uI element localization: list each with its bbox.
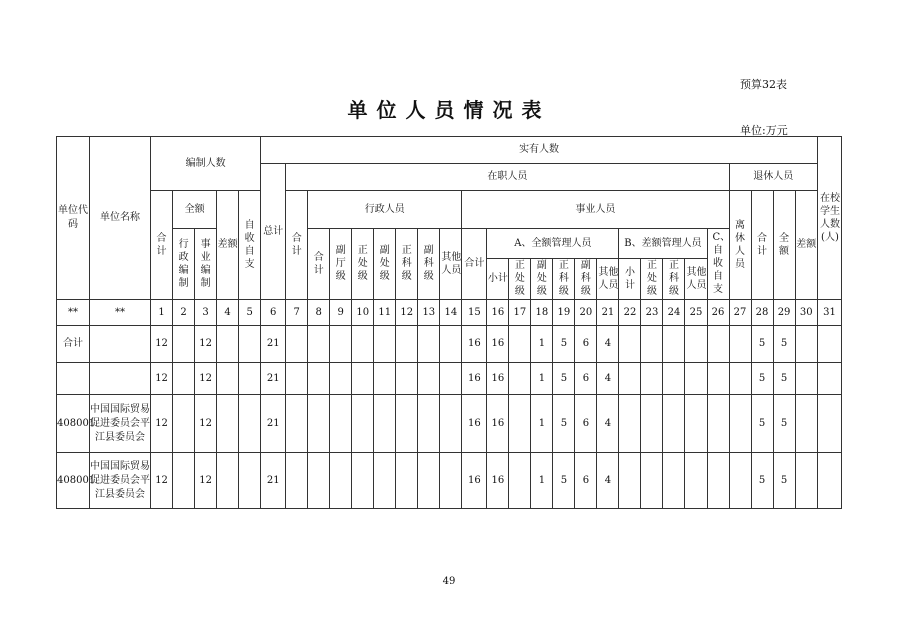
value-cell: [374, 395, 396, 453]
value-cell: 12: [195, 453, 217, 509]
value-cell: [374, 326, 396, 363]
header-in-service-subtotal: 合计: [286, 191, 308, 300]
value-cell: [619, 363, 641, 395]
value-cell: 12: [195, 326, 217, 363]
value-cell: [663, 395, 685, 453]
value-cell: 21: [261, 363, 286, 395]
form-number: 预算32表: [740, 78, 787, 91]
header-a-director: 正处级: [509, 259, 531, 300]
value-cell: [619, 453, 641, 509]
value-cell: [817, 363, 841, 395]
value-cell: [330, 453, 352, 509]
value-cell: 21: [261, 326, 286, 363]
value-cell: [619, 326, 641, 363]
value-cell: [729, 326, 751, 363]
value-cell: [418, 326, 440, 363]
value-cell: 5: [751, 453, 773, 509]
personnel-table: [56, 136, 842, 509]
value-cell: [619, 395, 641, 453]
value-cell: [817, 326, 841, 363]
unit-code-cell: 408001: [57, 395, 90, 453]
index-cell: 7: [286, 300, 308, 326]
header-b-diff-mgmt: B、差额管理人员: [619, 229, 707, 259]
value-cell: 6: [575, 326, 597, 363]
value-cell: 16: [462, 363, 487, 395]
value-cell: [217, 326, 239, 363]
value-cell: 5: [553, 326, 575, 363]
page-number: 49: [442, 576, 456, 587]
value-cell: [685, 453, 707, 509]
value-cell: 16: [487, 453, 509, 509]
value-cell: [440, 453, 462, 509]
value-cell: [707, 326, 729, 363]
header-a-full-mgmt: A、全额管理人员: [487, 229, 619, 259]
header-admin-personnel: 行政人员: [308, 191, 462, 229]
value-cell: [217, 395, 239, 453]
unit-code-cell: 合计: [57, 326, 90, 363]
index-cell: 31: [817, 300, 841, 326]
value-cell: 12: [151, 395, 173, 453]
index-cell: 30: [795, 300, 817, 326]
value-cell: 16: [462, 395, 487, 453]
header-admin-staffing: 行政编制: [173, 229, 195, 300]
value-cell: [795, 453, 817, 509]
header-diff-amount: 差额: [217, 191, 239, 300]
value-cell: 21: [261, 395, 286, 453]
value-cell: [795, 395, 817, 453]
index-cell: 25: [685, 300, 707, 326]
header-retired-subtotal: 合计: [751, 191, 773, 300]
header-b-director: 正处级: [641, 259, 663, 300]
value-cell: [374, 453, 396, 509]
value-cell: [396, 363, 418, 395]
value-cell: [308, 453, 330, 509]
value-cell: [308, 363, 330, 395]
unit-name-cell: [90, 326, 151, 363]
index-cell: 13: [418, 300, 440, 326]
value-cell: 4: [597, 395, 619, 453]
value-cell: [308, 326, 330, 363]
value-cell: [239, 326, 261, 363]
header-grand-total: 总计: [261, 164, 286, 300]
index-cell: 21: [597, 300, 619, 326]
value-cell: [418, 395, 440, 453]
value-cell: 5: [773, 395, 795, 453]
value-cell: [707, 453, 729, 509]
value-cell: 16: [487, 363, 509, 395]
value-cell: [352, 453, 374, 509]
header-section-chief: 正科级: [396, 229, 418, 300]
value-cell: [173, 453, 195, 509]
header-deputy-director: 副处级: [374, 229, 396, 300]
value-cell: 5: [773, 363, 795, 395]
index-cell: 12: [396, 300, 418, 326]
value-cell: [729, 395, 751, 453]
value-cell: [217, 363, 239, 395]
value-cell: [685, 395, 707, 453]
value-cell: [509, 363, 531, 395]
index-cell: 16: [487, 300, 509, 326]
value-cell: [729, 363, 751, 395]
value-cell: [707, 395, 729, 453]
value-cell: [239, 395, 261, 453]
value-cell: 1: [531, 453, 553, 509]
index-cell: 14: [440, 300, 462, 326]
index-cell: 26: [707, 300, 729, 326]
unit-code-cell: 408001: [57, 453, 90, 509]
value-cell: [173, 363, 195, 395]
table-row: [57, 363, 842, 395]
value-cell: 12: [151, 453, 173, 509]
header-retired: 退休人员: [729, 164, 817, 191]
value-cell: [641, 363, 663, 395]
value-cell: 12: [151, 363, 173, 395]
unit-code-cell: [57, 363, 90, 395]
index-cell: 29: [773, 300, 795, 326]
value-cell: 5: [773, 326, 795, 363]
index-cell: 10: [352, 300, 374, 326]
header-a-deputy-section: 副科级: [575, 259, 597, 300]
value-cell: [239, 453, 261, 509]
value-cell: [396, 395, 418, 453]
unit-name-cell: 中国国际贸易促进委员会平江县委员会: [90, 453, 151, 509]
index-cell: 17: [509, 300, 531, 326]
header-in-service: 在职人员: [286, 164, 729, 191]
page-title: 单位人员情况表: [347, 98, 551, 122]
header-career-staffing: 事业编制: [195, 229, 217, 300]
header-career-subtotal: 合计: [462, 229, 487, 300]
header-a-other: 其他人员: [597, 259, 619, 300]
value-cell: [440, 326, 462, 363]
index-cell: 27: [729, 300, 751, 326]
header-director: 正处级: [352, 229, 374, 300]
header-deputy-section: 副科级: [418, 229, 440, 300]
index-cell: 3: [195, 300, 217, 326]
index-cell: 11: [374, 300, 396, 326]
value-cell: [509, 453, 531, 509]
header-admin-other: 其他人员: [440, 229, 462, 300]
value-cell: [396, 326, 418, 363]
header-a-section-chief: 正科级: [553, 259, 575, 300]
value-cell: [817, 453, 841, 509]
value-cell: 16: [462, 326, 487, 363]
value-cell: [685, 326, 707, 363]
value-cell: [374, 363, 396, 395]
index-cell: 15: [462, 300, 487, 326]
value-cell: 4: [597, 363, 619, 395]
value-cell: [286, 453, 308, 509]
value-cell: 5: [773, 453, 795, 509]
header-retired-full: 全额: [773, 191, 795, 300]
value-cell: [286, 395, 308, 453]
header-b-other: 其他人员: [685, 259, 707, 300]
value-cell: 1: [531, 326, 553, 363]
value-cell: 5: [553, 395, 575, 453]
value-cell: [663, 326, 685, 363]
value-cell: 16: [462, 453, 487, 509]
value-cell: [418, 363, 440, 395]
index-cell: 18: [531, 300, 553, 326]
header-unit-code: 单位代码: [57, 137, 90, 300]
value-cell: 5: [553, 363, 575, 395]
index-cell: 2: [173, 300, 195, 326]
header-b-small-total: 小计: [619, 259, 641, 300]
value-cell: [396, 453, 418, 509]
value-cell: 12: [195, 395, 217, 453]
value-cell: [286, 326, 308, 363]
index-cell: 28: [751, 300, 773, 326]
unit-name-cell: 中国国际贸易促进委员会平江县委员会: [90, 395, 151, 453]
index-cell: 20: [575, 300, 597, 326]
value-cell: [418, 453, 440, 509]
value-cell: 5: [751, 363, 773, 395]
value-cell: [440, 363, 462, 395]
value-cell: 12: [195, 363, 217, 395]
value-cell: [308, 395, 330, 453]
index-cell: 5: [239, 300, 261, 326]
value-cell: 4: [597, 326, 619, 363]
header-students: 在校学生人数(人): [817, 137, 841, 300]
index-cell: 4: [217, 300, 239, 326]
header-deputy-dept: 副厅级: [330, 229, 352, 300]
value-cell: [330, 363, 352, 395]
header-actual: 实有人数: [261, 137, 818, 164]
header-c-self-funded: C、自收自支: [707, 229, 729, 300]
table-row: [57, 326, 842, 363]
value-cell: 5: [553, 453, 575, 509]
value-cell: [817, 395, 841, 453]
index-cell: **: [90, 300, 151, 326]
value-cell: [330, 326, 352, 363]
value-cell: 16: [487, 395, 509, 453]
header-a-small-total: 小计: [487, 259, 509, 300]
value-cell: [440, 395, 462, 453]
header-admin-subtotal: 合计: [308, 229, 330, 300]
value-cell: [795, 363, 817, 395]
value-cell: 16: [487, 326, 509, 363]
header-full-amount: 全额: [173, 191, 217, 229]
value-cell: 6: [575, 363, 597, 395]
header-staffing-subtotal: 合计: [151, 191, 173, 300]
header-self-funded: 自收自支: [239, 191, 261, 300]
value-cell: 21: [261, 453, 286, 509]
index-row: [57, 300, 842, 326]
value-cell: [663, 453, 685, 509]
value-cell: 1: [531, 395, 553, 453]
value-cell: [352, 395, 374, 453]
value-cell: [330, 395, 352, 453]
index-cell: 9: [330, 300, 352, 326]
header-unit-name: 单位名称: [90, 137, 151, 300]
index-cell: **: [57, 300, 90, 326]
header-staffing: 编制人数: [151, 137, 261, 191]
value-cell: [173, 326, 195, 363]
header-retired-cadre: 离休人员: [729, 191, 751, 300]
table-row: [57, 453, 842, 509]
value-cell: [707, 363, 729, 395]
header-career-personnel: 事业人员: [462, 191, 729, 229]
value-cell: [286, 363, 308, 395]
value-cell: [239, 363, 261, 395]
index-cell: 6: [261, 300, 286, 326]
value-cell: [509, 395, 531, 453]
header-retired-diff: 差额: [795, 191, 817, 300]
index-cell: 19: [553, 300, 575, 326]
value-cell: [729, 453, 751, 509]
unit-label: 单位:万元: [740, 124, 788, 137]
value-cell: 5: [751, 395, 773, 453]
table-row: [57, 395, 842, 453]
value-cell: 12: [151, 326, 173, 363]
value-cell: 6: [575, 453, 597, 509]
value-cell: [641, 395, 663, 453]
value-cell: 1: [531, 363, 553, 395]
index-cell: 24: [663, 300, 685, 326]
unit-name-cell: [90, 363, 151, 395]
value-cell: [352, 326, 374, 363]
value-cell: [685, 363, 707, 395]
value-cell: [641, 453, 663, 509]
index-cell: 23: [641, 300, 663, 326]
index-cell: 22: [619, 300, 641, 326]
header-a-deputy-director: 副处级: [531, 259, 553, 300]
index-cell: 8: [308, 300, 330, 326]
value-cell: [173, 395, 195, 453]
value-cell: [352, 363, 374, 395]
value-cell: [217, 453, 239, 509]
index-cell: 1: [151, 300, 173, 326]
value-cell: [795, 326, 817, 363]
value-cell: 4: [597, 453, 619, 509]
value-cell: 5: [751, 326, 773, 363]
value-cell: 6: [575, 395, 597, 453]
value-cell: [663, 363, 685, 395]
value-cell: [641, 326, 663, 363]
value-cell: [509, 326, 531, 363]
header-b-section-chief: 正科级: [663, 259, 685, 300]
